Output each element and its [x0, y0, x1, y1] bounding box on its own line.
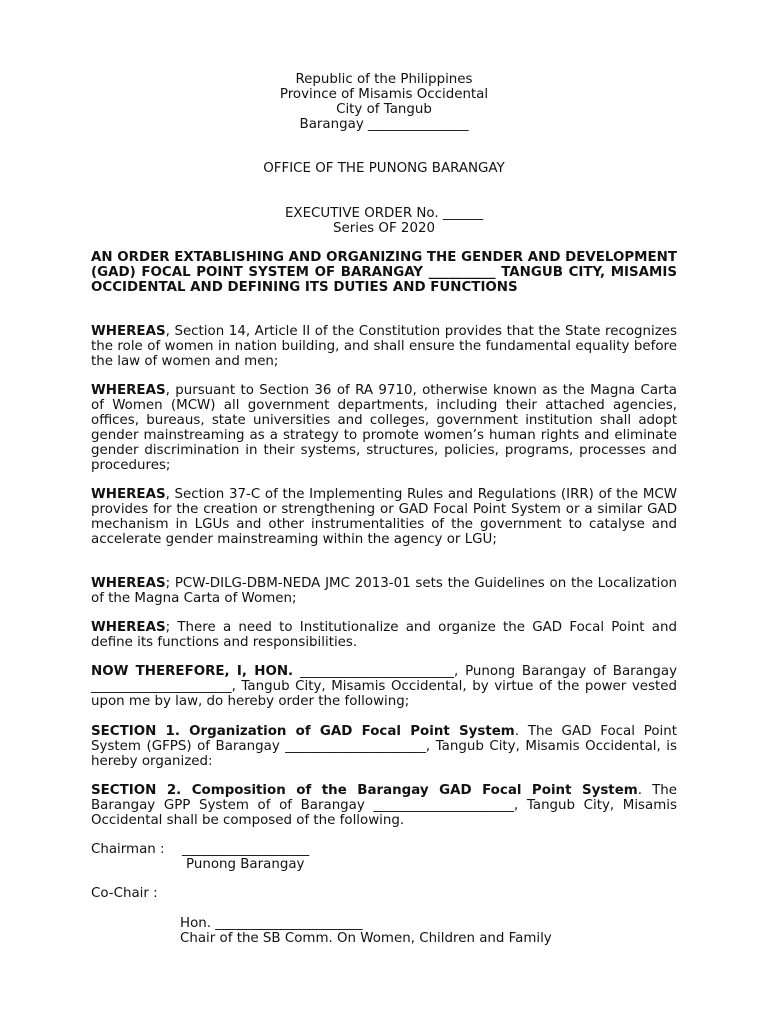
whereas-text: , Section 37-C of the Implementing Rules and Regulations (IRR) of the MCW provides for the creation or strengthening or GAD Focal Point System or a similar GAD mechanism in LGUs and other instrumentalities of the government to catalyse and accelerate gender mainstreaming within the agency or LGU;	[91, 487, 677, 547]
whereas-label: WHEREAS	[91, 620, 166, 635]
section-2-text: . The Barangay GPP System of of Barangay _____________________, Tangub City, Misamis Occidental shall be composed of the following.	[91, 783, 677, 828]
executive-order-number: EXECUTIVE ORDER No. ______	[284, 206, 484, 221]
header-province: Province of Misamis Occidental	[279, 86, 489, 102]
whereas-text: , pursuant to Section 36 of RA 9710, otherwise known as the Magna Carta of Women (MCW) all government departments, including their attached agencies, offices, bureaus, state universities and colleges, government institution shall adopt gender mainstreaming as a strategy to promote women’s human rights and eliminate gender discrimination in their systems, structures, policies, programs, processes and procedures;	[91, 383, 677, 473]
whereas-clause-5	[91, 621, 677, 651]
whereas-text: ; There a need to Institutionalize and organize the GAD Focal Point and define its functions and responsibilities.	[91, 620, 677, 650]
whereas-clause-2	[91, 384, 677, 473]
whereas-text: ; PCW-DILG-DBM-NEDA JMC 2013-01 sets the Guidelines on the Localization of the Magna Carta of Women;	[91, 576, 677, 606]
whereas-clause-3	[91, 488, 677, 548]
co-chair-role: Chair of the SB Comm. On Women, Children and Family	[180, 931, 552, 946]
section-1-text: . The GAD Focal Point System (GFPS) of Barangay _____________________, Tangub City, Misamis Occidental, is hereby organized:	[91, 724, 677, 769]
executive-order-heading	[0, 207, 768, 237]
office-title: OFFICE OF THE PUNONG BARANGAY	[263, 161, 505, 176]
now-therefore-label: NOW THEREFORE, I, HON.	[91, 664, 294, 679]
whereas-label: WHEREAS	[91, 576, 166, 591]
order-title: AN ORDER EXTABLISHING AND ORGANIZING THE GENDER AND DEVELOPMENT (GAD) FOCAL POINT SYSTEM OF BARANGAY __________ TANGUB CITY, MISAMIS OCCIDENTAL AND DEFINING ITS DUTIES AND FUNCTIONS	[91, 250, 677, 295]
section-2	[91, 784, 677, 829]
whereas-label: WHEREAS	[91, 324, 166, 339]
chairman-label: Chairman :	[91, 842, 165, 857]
section-1-heading: SECTION 1. Organization of GAD Focal Point System	[91, 724, 515, 739]
chairman-name-blank: ___________________	[182, 842, 310, 857]
chairman-role: Punong Barangay	[186, 857, 305, 872]
header-city: City of Tangub	[336, 101, 432, 117]
whereas-clause-1	[91, 325, 677, 370]
section-2-heading: SECTION 2. Composition of the Barangay GAD Focal Point System	[91, 783, 638, 798]
section-1	[91, 725, 677, 770]
co-chair-label: Co-Chair :	[91, 886, 158, 901]
now-therefore-text: _______________________, Punong Barangay of Barangay _____________________, Tangub City, Misamis Occidental, by virtue of the power vested upon me by law, do hereby order the following;	[91, 664, 677, 709]
co-chair-name-blank: Hon. ______________________	[180, 916, 363, 931]
header-republic: Republic of the Philippines	[295, 72, 473, 87]
whereas-label: WHEREAS	[91, 487, 166, 502]
executive-order-series: Series OF 2020	[332, 220, 435, 236]
header-barangay: Barangay _______________	[299, 116, 469, 132]
document-header	[0, 73, 768, 133]
whereas-clause-4	[91, 577, 677, 607]
now-therefore-clause	[91, 665, 677, 710]
whereas-label: WHEREAS	[91, 383, 166, 398]
whereas-text: , Section 14, Article II of the Constitution provides that the State recognizes the role of women in nation building, and shall ensure the fundamental equality before the law of women and men;	[91, 324, 677, 369]
